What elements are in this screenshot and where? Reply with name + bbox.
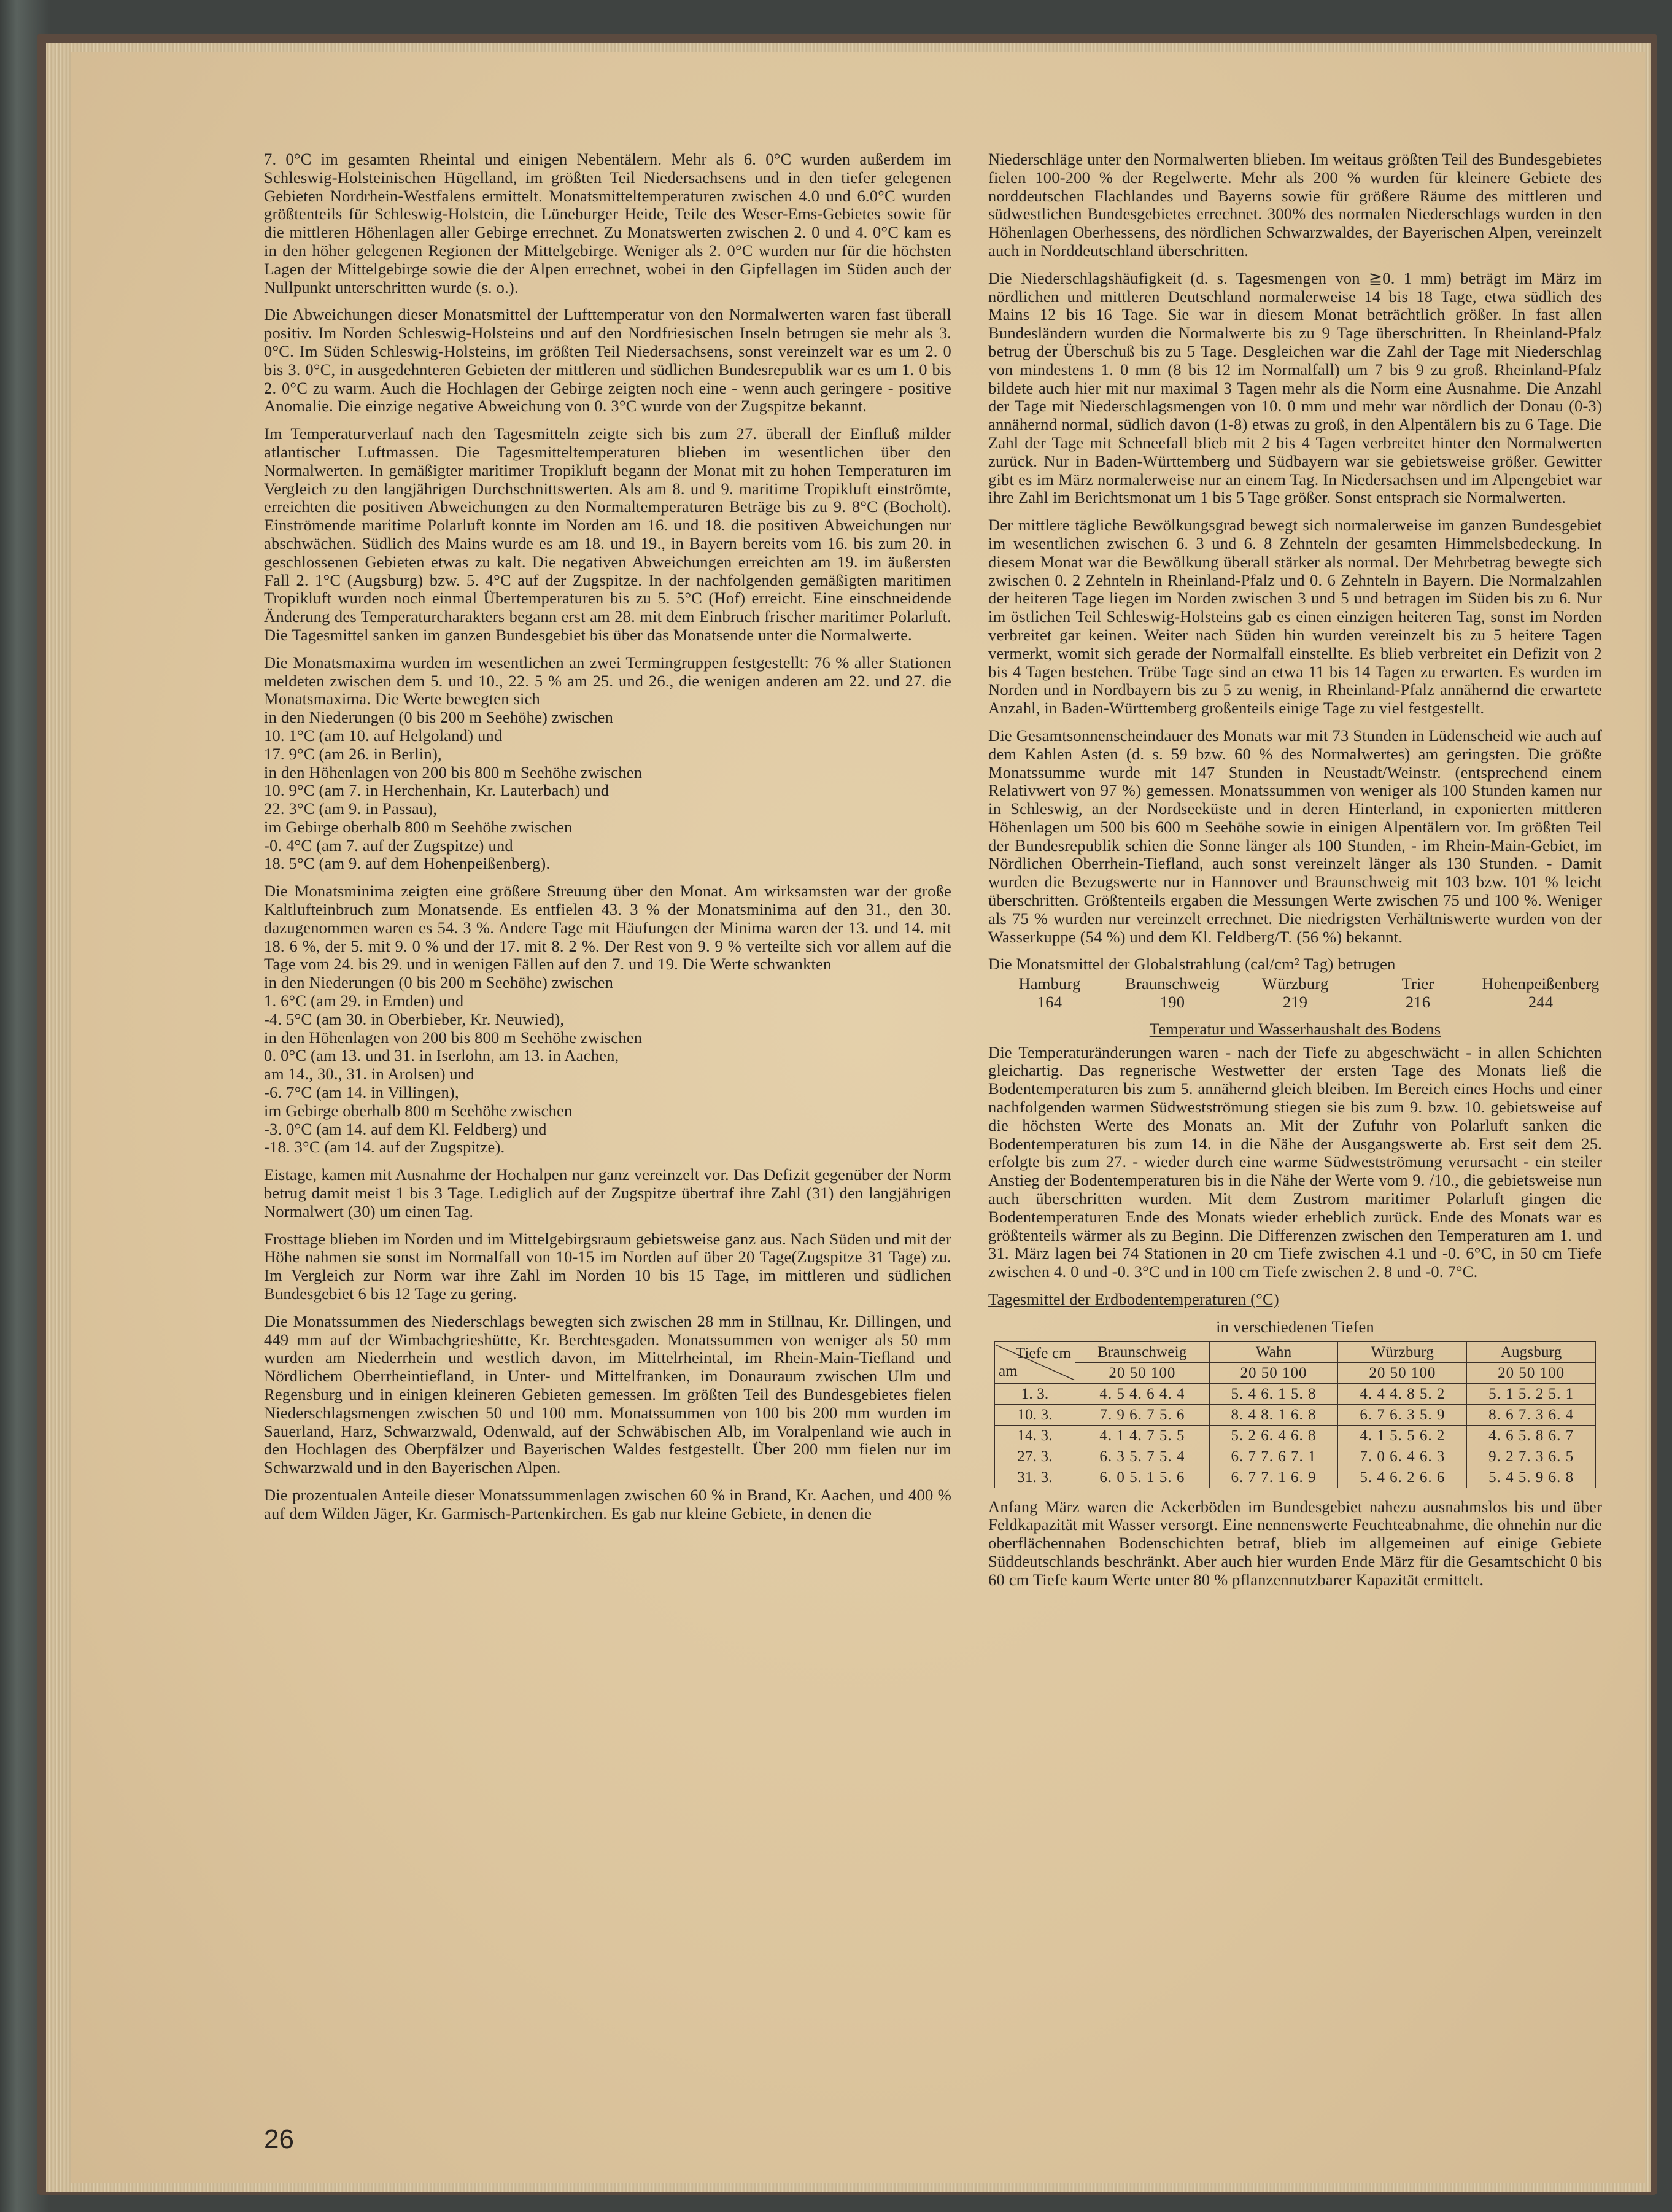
paragraph-frost-days: Frosttage blieben im Norden und im Mittelgebirgsraum gebietsweise ganz aus. Nach Süden und mit der Höhe nahmen sie sonst im Normalfall von 10-15 im Norden auf über 20 Tage(Zugspitze 31 Tage) zu. Im Vergleich zur Norm war ihre Zahl im Norden 10 bis 15 Tage, im mittleren und südlichen Bundesgebiet 6 bis 12 Tage zu gering. bbox=[264, 1229, 951, 1303]
radiation-value: 164 bbox=[1037, 993, 1062, 1012]
paragraph-soil-moisture: Anfang März waren die Ackerböden im Bundesgebiet nahezu ausnahmslos bis und über Feldkapazität mit Wasser versorgt. Eine nennenswerte Feuchteabnahme, die ohnehin nur die oberflächennahen Bodenschichten betraf, blieb im allgemeinen auf einige Gebiete Süddeutschlands beschränkt. Aber auch hier wurden Ende März für die Gesamtschicht 0 bis 60 cm Tiefe kaum Werte unter 80 % pflanzennutzbarer Kapazität ermittelt. bbox=[988, 1497, 1602, 1589]
corner-date-label: am bbox=[999, 1363, 1018, 1380]
row-cell: 6. 7 7. 1 6. 9 bbox=[1209, 1467, 1338, 1488]
station-header: Würzburg bbox=[1338, 1341, 1467, 1362]
table-row bbox=[995, 1446, 1596, 1467]
row-cell: 7. 9 6. 7 5. 6 bbox=[1075, 1404, 1210, 1425]
row-date: 10. 3. bbox=[995, 1404, 1075, 1425]
radiation-value: 216 bbox=[1405, 993, 1431, 1012]
station-header: Augsburg bbox=[1467, 1341, 1596, 1362]
radiation-station: Trier bbox=[1401, 974, 1434, 993]
row-cell: 4. 1 4. 7 5. 5 bbox=[1075, 1425, 1210, 1446]
table-row bbox=[995, 1425, 1596, 1446]
depth-header: 20 50 100 bbox=[1075, 1362, 1210, 1383]
row-cell: 5. 2 6. 4 6. 8 bbox=[1209, 1425, 1338, 1446]
table-depth-row bbox=[995, 1362, 1596, 1383]
row-date: 14. 3. bbox=[995, 1425, 1075, 1446]
radiation-station: Braunschweig bbox=[1125, 974, 1220, 993]
paragraph-ice-days: Eistage, kamen mit Ausnahme der Hochalpen nur ganz vereinzelt vor. Das Defizit gegenüber der Norm betrug damit meist 1 bis 3 Tage. Lediglich auf der Zugspitze übertraf ihre Zahl (31) den langjährigen Normalwert (30) um einen Tag. bbox=[264, 1165, 951, 1220]
soil-table-subcaption: in verschiedenen Tiefen bbox=[1216, 1317, 1374, 1336]
table-header-row bbox=[995, 1341, 1596, 1362]
radiation-station: Würzburg bbox=[1261, 974, 1329, 993]
row-cell: 4. 5 4. 6 4. 4 bbox=[1075, 1383, 1210, 1404]
row-cell: 5. 4 6. 2 6. 6 bbox=[1338, 1467, 1467, 1488]
paragraph-monthly-minima: Die Monatsminima zeigten eine größere Streuung über den Monat. Am wirksamsten war der große Kaltlufteinbruch zum Monatsende. Es entfielen 43. 3 % der Monatsminima auf den 31., den 30. dazugenommen waren es 54. 3 %. Andere Tage mit Häufungen der Minima waren der 13. und 14. mit 18. 6 %, der 5. mit 9. 0 % und der 17. mit 8. 2 %. Der Rest von 9. 9 % verteilte sich vor allem auf die Tage vom 24. bis 29. und in wenigen Fällen auf den 7. und 19. Die Werte schwankten in den Niederungen (0 bis 200 m Seehöhe) zwischen 1. 6°C (am 29. in Emden) und -4. 5°C (am 30. in Oberbieber, Kr. Neuwied), in den Höhenlagen von 200 bis 800 m Seehöhe zwischen 0. 0°C (am 13. und 31. in Iserlohn, am 13. in Aachen, am 14., 30., 31. in Arolsen) und -6. 7°C (am 14. in Villingen), im Gebirge oberhalb 800 m Seehöhe zwischen -3. 0°C (am 14. auf dem Kl. Feldberg) und -18. 3°C (am 14. auf der Zugspitze). bbox=[264, 882, 951, 1157]
radiation-value: 219 bbox=[1282, 993, 1308, 1012]
paragraph-temperature-course: Im Temperaturverlauf nach den Tagesmitteln zeigte sich bis zum 27. überall der Einfluß milder atlantischer Luftmassen. Die Tagesmitteltemperaturen blieben im wesentlichen über den Normalwerten. In gemäßigter maritimer Tropikluft begann der Monat mit zu hohen Temperaturen im Vergleich zu den langjährigen Durchschnittswerten. Als am 8. und 9. maritime Tropikluft einströmte, erreichten die positiven Abweichungen zu den Normaltemperaturen Beträge bis zu 9. 8°C (Bocholt). Einströmende maritime Polarluft konnte im Norden am 16. und 18. die positiven Abweichungen nur abschwächen. Südlich des Mains wurde es am 18. und 19., in Bayern bereits vom 16. bis zum 20. in geschlossenen Gebieten etwas zu kalt. Die negativen Abweichungen erreichten am 19. im äußersten Fall 2. 1°C (Augsburg) bzw. 5. 4°C auf der Zugspitze. In der nachfolgenden gemäßigten maritimen Tropikluft wurden noch einmal Übertemperaturen bis zu 5. 5°C (Hof) erreicht. Eine einschneidende Änderung des Temperaturcharakters begann erst am 28. mit dem Einbruch frischer maritimer Polarluft. Die Tagesmittel sanken im ganzen Bundesgebiet bis über das Monatsende unter die Normalwerte. bbox=[264, 424, 951, 644]
row-cell: 5. 4 6. 1 5. 8 bbox=[1209, 1383, 1338, 1404]
row-cell: 4. 4 4. 8 5. 2 bbox=[1338, 1383, 1467, 1404]
table-row bbox=[995, 1404, 1596, 1425]
radiation-station: Hohenpeißenberg bbox=[1482, 974, 1600, 993]
paragraph-temperature-deviations: Die Abweichungen dieser Monatsmittel der Lufttemperatur von den Normalwerten waren fast überall positiv. Im Norden Schleswig-Holsteins und auf den Nordfriesischen Inseln betrugen sie mehr als 3. 0°C. Im Süden Schleswig-Holsteins, im größten Teil Niedersachsens, sonst vereinzelt war es um 2. 0 bis 3. 0°C, in ausgedehnteren Gebieten der mittleren und südlichen Bundesrepublik war es um 1. 0 bis 2. 0°C zu warm. Auch die Hochlagen der Gebirge zeigten noch eine - wenn auch geringere - positive Anomalie. Die einzige negative Abweichung von 0. 3°C wurde von der Zugspitze bekannt. bbox=[264, 305, 951, 416]
row-cell: 6. 0 5. 1 5. 6 bbox=[1075, 1467, 1210, 1488]
depth-header: 20 50 100 bbox=[1467, 1362, 1596, 1383]
row-date: 27. 3. bbox=[995, 1446, 1075, 1467]
table-corner-cell bbox=[995, 1341, 1075, 1383]
paragraph-soil-temperature: Die Temperaturänderungen waren - nach der Tiefe zu abgeschwächt - in allen Schichten gleichartig. Das regnerische Westwetter der ersten Tage des Monats ließ die Bodentemperaturen bis zum 5. annähernd gleich bleiben. Im Bereich eines Hochs und einer nachfolgenden warmen Südwestströmung stiegen sie bis zum 9. bzw. 10. gebietsweise auf die höchsten Werte des Monats an. Mit der Zufuhr von Polarluft sanken die Bodentemperaturen bis zum 14. in die Nähe der Ausgangswerte ab. Erst seit dem 25. erfolgte bis zum 27. - wieder durch eine warme Südwestströmung verursacht - ein steiler Anstieg der Bodentemperaturen bis in die Nähe der Werte vom 9. /10., die gebietsweise nun auch überschritten wurden. Mit dem Zustrom maritimer Polarluft gingen die Bodentemperaturen Ende des Monats wieder erheblich zurück. Ende des Monats war es größtenteils wärmer als zu Beginn. Die Differenzen zwischen den Temperaturen am 1. und 31. März lagen bei 74 Stationen in 20 cm Tiefe zwischen 4.1 und -0. 6°C, in 50 cm Tiefe zwischen 4. 0 und -0. 3°C und in 100 cm Tiefe zwischen 2. 8 und -0. 7°C. bbox=[988, 1042, 1602, 1281]
row-cell: 6. 3 5. 7 5. 4 bbox=[1075, 1446, 1210, 1467]
row-cell: 8. 6 7. 3 6. 4 bbox=[1467, 1404, 1596, 1425]
document-page bbox=[71, 52, 1645, 2183]
table-row bbox=[995, 1467, 1596, 1488]
paragraph-precipitation-percent: Die prozentualen Anteile dieser Monatssummenlagen zwischen 60 % in Brand, Kr. Aachen, und 400 % auf dem Wilden Jäger, Kr. Garmisch-Partenkirchen. Es gab nur kleine Gebiete, in denen die bbox=[264, 1485, 951, 1523]
row-cell: 6. 7 7. 6 7. 1 bbox=[1209, 1446, 1338, 1467]
row-cell: 7. 0 6. 4 6. 3 bbox=[1338, 1446, 1467, 1467]
paragraph-temperature-means: 7. 0°C im gesamten Rheintal und einigen Nebentälern. Mehr als 6. 0°C wurden außerdem im Schleswig-Holsteinischen Hügelland, im größten Teil Niedersachsens und in den tiefer gelegenen Gebieten Nordrhein-Westfalens ermittelt. Monatsmitteltemperaturen zwischen 4.0 und 6.0°C wurden größtenteils für Schleswig-Holstein, die Lüneburger Heide, Teile des Weser-Ems-Gebietes sowie für die mittleren Höhenlagen aller Gebirge errechnet. Zu Monatswerten zwischen 2. 0 und 4. 0°C kam es in den höher gelegenen Regionen der Mittelgebirge. Weniger als 2. 0°C wurden nur für die höchsten Lagen der Mittelgebirge sowie die der Alpen errechnet, wobei in den Gipfellagen im Süden auch der Nullpunkt unterschritten wurde (s. o.). bbox=[264, 150, 951, 297]
paragraph-precipitation-frequency: Die Niederschlagshäufigkeit (d. s. Tagesmengen von ≧0. 1 mm) beträgt im März im nördlichen und mittleren Deutschland normalerweise 14 bis 18 Tage, etwa südlich des Mains 12 bis 16 Tage. Sie war in diesem Monat beträchtlich größer. In fast allen Bundesländern wurden die Normalwerte bis zu 9 Tage überschritten. In Rheinland-Pfalz betrug der Überschuß bis zu 5 Tage. Desgleichen war die Zahl der Tage mit Niederschlag von mindestens 1. 0 mm (8 bis 12 im Normalfall) um 7 bis 9 zu groß. Rheinland-Pfalz bildete auch hier mit nur maximal 3 Tagen mehr als die Norm eine Ausnahme. Die Anzahl der Tage mit Niederschlagsmengen von 10. 0 mm und mehr war nördlich der Donau (0-3) annähernd normal, südlich davon (1-8) etwas zu groß, in den Alpentälern bis zu 6 Tage. Die Zahl der Tage mit Schneefall blieb mit 2 bis 4 Tagen verbreitet hinter den Normalwerten zurück. Nur in Baden-Württemberg und Südbayern war sie gebietsweise größer. Gewitter gibt es im März normalerweise nur an einem Tag. In Niedersachsen und im Alpengebiet war ihre Zahl im Berichtsmonat um 1 bis 5 Tage größer. Sonst entsprach sie Normalwerten. bbox=[988, 268, 1602, 507]
depth-header: 20 50 100 bbox=[1338, 1362, 1467, 1383]
row-cell: 5. 4 5. 9 6. 8 bbox=[1467, 1467, 1596, 1488]
table-row bbox=[995, 1383, 1596, 1404]
radiation-table bbox=[988, 975, 1602, 1012]
station-header: Braunschweig bbox=[1075, 1341, 1210, 1362]
soil-section-heading: Temperatur und Wasserhaushalt des Bodens bbox=[1149, 1019, 1441, 1038]
row-date: 31. 3. bbox=[995, 1467, 1075, 1488]
paragraph-cloudiness: Der mittlere tägliche Bewölkungsgrad bewegt sich normalerweise im ganzen Bundesgebiet im wesentlichen zwischen 6. 3 und 6. 8 Zehnteln der gesamten Himmelsbedeckung. In diesem Monat war die Bewölkung überall stärker als normal. Der Mehrbetrag bewegte sich zwischen 0. 2 Zehnteln in Rheinland-Pfalz und 0. 6 Zehnteln in Bayern. Die Normalzahlen der heiteren Tage liegen im Norden zwischen 3 und 5 und betragen im Süden bis zu 6. Nur im östlichen Teil Schleswig-Holsteins gab es einen einzigen heiteren Tag, sonst im Norden verbreitet gar keinen. Weiter nach Süden hin wurden vereinzelt bis zu 5 heitere Tagen vermerkt, womit sich gerade der Normalfall einstellte. Es blieb verbreitet ein Defizit von 2 bis 4 Tagen bestehen. Trübe Tage sind an etwa 11 bis 14 Tagen zu erwarten. Es wurden im Norden und in Nordbayern bis zu 5 zu wenig, in Rheinland-Pfalz annähernd die erwartete Anzahl, in Baden-Württemberg großenteils einige Tage zu viel festgestellt. bbox=[988, 516, 1602, 718]
paragraph-global-radiation: Die Monatsmittel der Globalstrahlung (cal/cm² Tag) betrugen bbox=[988, 955, 1396, 974]
paragraph-precipitation-continued: Niederschläge unter den Normalwerten blieben. Im weitaus größten Teil des Bundesgebietes fielen 100-200 % der Regelwerte. Mehr als 200 % wurden für kleinere Gebiete des norddeutschen Flachlandes und Bayerns sowie für größere Räume des mittleren und südwestlichen Bundesgebietes errechnet. 300% des normalen Niederschlags wurden in den Höhenlagen Oberhessens, des nördlichen Schwarzwaldes, der Bayerischen Alpen, vereinzelt auch in Norddeutschland überschritten. bbox=[988, 150, 1602, 260]
soil-table-caption: Tagesmittel der Erdbodentemperaturen (°C) bbox=[988, 1290, 1279, 1309]
soil-temperature-table bbox=[994, 1341, 1596, 1488]
row-cell: 9. 2 7. 3 6. 5 bbox=[1467, 1446, 1596, 1467]
corner-depth-label: Tiefe cm bbox=[1015, 1345, 1071, 1362]
depth-header: 20 50 100 bbox=[1209, 1362, 1338, 1383]
paragraph-monthly-maxima: Die Monatsmaxima wurden im wesentlichen an zwei Termingruppen festgestellt: 76 % aller Stationen meldeten zwischen dem 5. und 10., 22. 5 % am 25. und 26., die wenigen anderen am 22. und 27. die Monatsmaxima. Die Werte bewegten sich in den Niederungen (0 bis 200 m Seehöhe) zwischen 10. 1°C (am 10. auf Helgoland) und 17. 9°C (am 26. in Berlin), in den Höhenlagen von 200 bis 800 m Seehöhe zwischen 10. 9°C (am 7. in Herchenhain, Kr. Lauterbach) und 22. 3°C (am 9. in Passau), im Gebirge oberhalb 800 m Seehöhe zwischen -0. 4°C (am 7. auf der Zugspitze) und 18. 5°C (am 9. auf dem Hohenpeißenberg). bbox=[264, 653, 951, 873]
radiation-station: Hamburg bbox=[1018, 974, 1081, 993]
row-cell: 4. 6 5. 8 6. 7 bbox=[1467, 1425, 1596, 1446]
row-cell: 5. 1 5. 2 5. 1 bbox=[1467, 1383, 1596, 1404]
paragraph-sunshine: Die Gesamtsonnenscheindauer des Monats war mit 73 Stunden in Lüdenscheid wie auch auf dem Kahlen Asten (d. s. 59 bzw. 60 % des Normalwertes) am geringsten. Die größte Monatssumme wurde mit 147 Stunden in Neustadt/Weinstr. (entsprechend einem Relativwert von 97 %) gemessen. Monatssummen von weniger als 100 Stunden kamen nur in Schleswig, an der Nordseeküste und in deren Hinterland, in exponierten mittleren Höhenlagen um 500 bis 600 m Seehöhe sowie in einigen Alpentälern vor. Im größten Teil der Bundesrepublik schien die Sonne länger als 100 Stunden, - im Rhein-Main-Gebiet, im Nördlichen Oberrhein-Tiefland, auch sonst vereinzelt länger als 130 Stunden. - Damit wurden die Bezugswerte nur in Hannover und Braunschweig mit 103 bzw. 101 % leicht überschritten. Größtenteils ergaben die Messungen Werte zwischen 75 und 100 %. Weniger als 75 % wurden nur vereinzelt errechnet. Die niedrigsten Verhältniswerte wurden von der Wasserkuppe (54 %) und dem Kl. Feldberg/T. (56 %) bekannt. bbox=[988, 726, 1602, 946]
right-column bbox=[988, 150, 1602, 1599]
row-cell: 6. 7 6. 3 5. 9 bbox=[1338, 1404, 1467, 1425]
radiation-value: 244 bbox=[1528, 993, 1554, 1012]
left-column bbox=[264, 150, 951, 1532]
page-number: 26 bbox=[264, 2124, 294, 2154]
row-cell: 8. 4 8. 1 6. 8 bbox=[1209, 1404, 1338, 1425]
row-date: 1. 3. bbox=[995, 1383, 1075, 1404]
paragraph-precipitation-sums: Die Monatssummen des Niederschlags bewegten sich zwischen 28 mm in Stillnau, Kr. Dillingen, und 449 mm auf der Wimbachgrieshütte, Kr. Berchtesgaden. Monatssummen von weniger als 50 mm wurden am Niederrhein und westlich davon, im Mittelrheintal, im Rhein-Main-Tiefland und Nördlichem Oberrheintiefland, in Unter- und Mittelfranken, im Donauraum zwischen Ulm und Regensburg und in einigen kleineren Gebieten gemessen. Im größten Teil des Bundesgebietes fielen Niederschlagsmengen zwischen 50 und 100 mm. Monatssummen von 100 bis 200 mm wurden im Sauerland, Harz, Schwarzwald, Odenwald, auf der Schwäbischen Alb, im Voralpenland wie auch in den Hochlagen des Oberpfälzer und Bayerischen Waldes festgestellt. Über 200 mm fielen nur im Schwarzwald und in den Bayerischen Alpen. bbox=[264, 1311, 951, 1477]
radiation-value: 190 bbox=[1159, 993, 1185, 1012]
station-header: Wahn bbox=[1209, 1341, 1338, 1362]
row-cell: 4. 1 5. 5 6. 2 bbox=[1338, 1425, 1467, 1446]
